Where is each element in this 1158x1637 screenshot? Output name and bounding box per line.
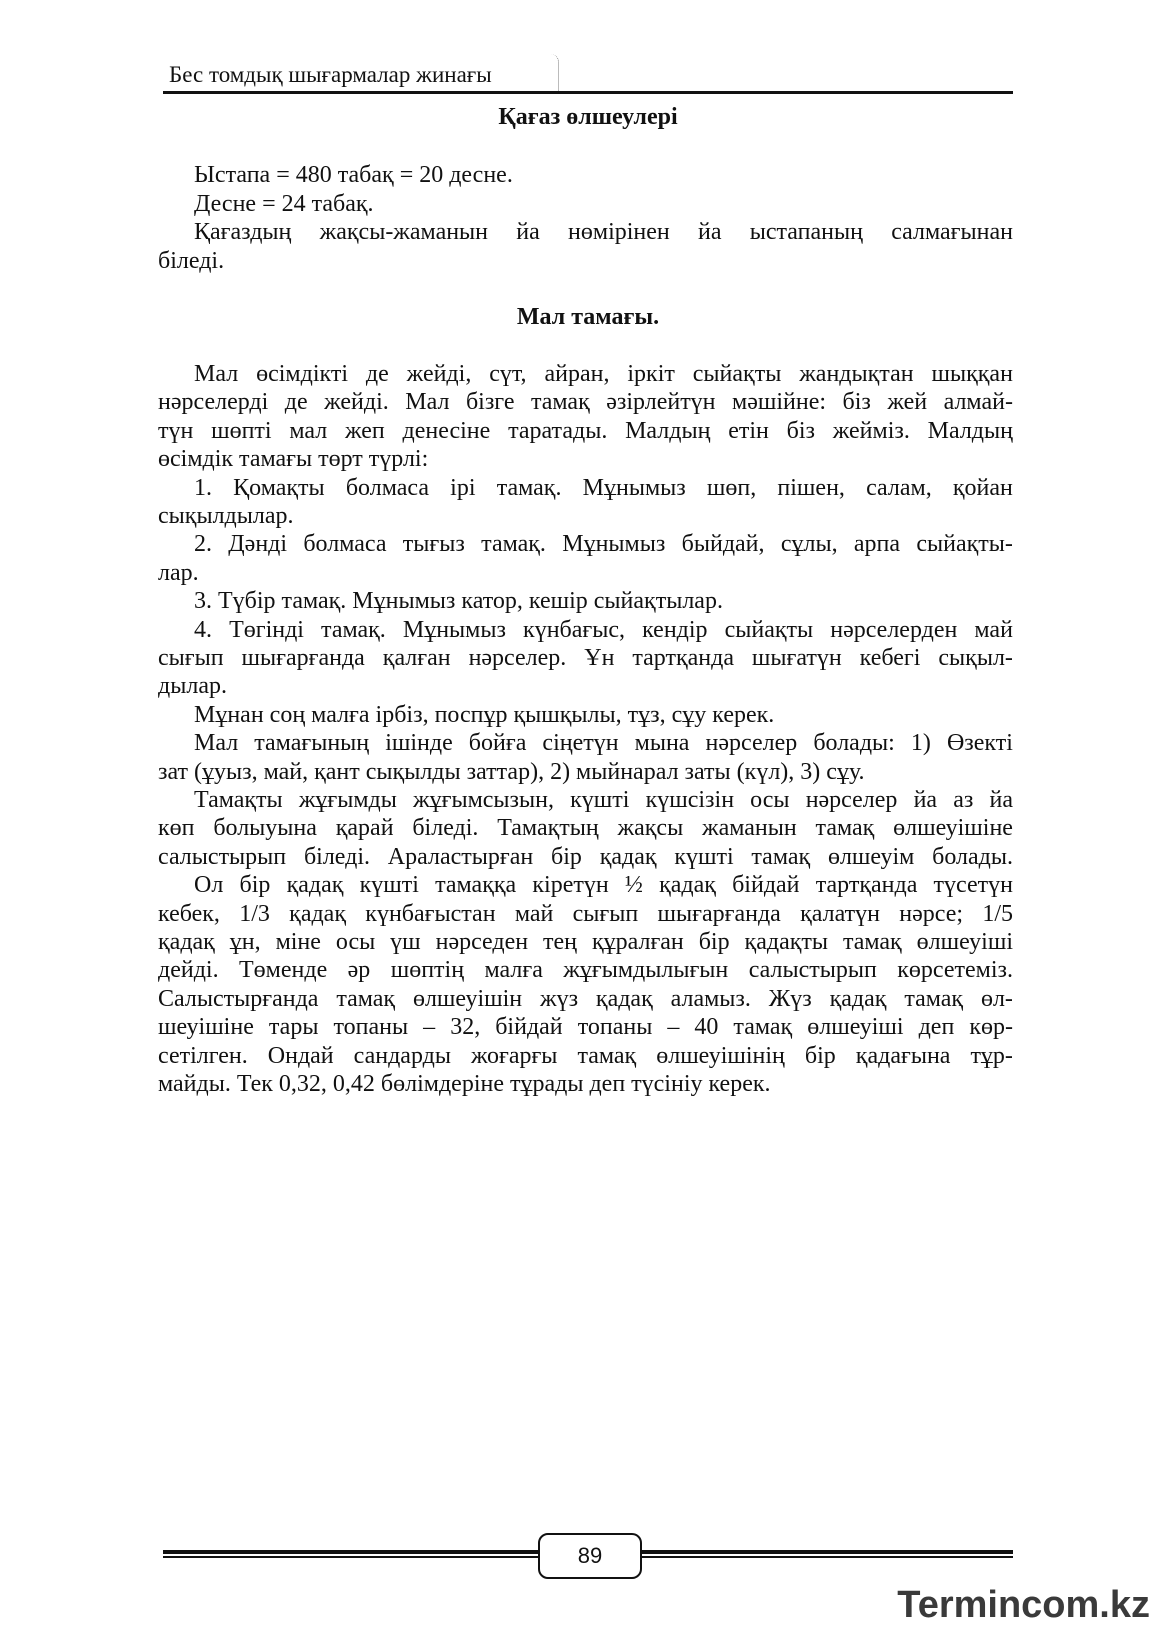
text-line: дылар.: [158, 673, 227, 699]
text-line-justified: сығып шығарғанда қалған нәрселер. Ұн тартқанда шығатүн кебегі сықыл-: [158, 645, 1013, 671]
running-header: [163, 54, 1013, 94]
text-line-justified: көп болыуына қарай біледі. Тамақтың жақсы жаманын тамақ өлшеуішіне: [158, 815, 1013, 841]
text-line-justified: салыстырып біледі. Араластырған бір қадақ күшті тамақ өлшеуім болады.: [158, 844, 1013, 870]
text-line-justified: сетілген. Ондай сандарды жоғарғы тамақ өлшеуішінің бір қадағына тұр-: [158, 1043, 1013, 1069]
text-line: зат (ұуыз, май, қант сықылды заттар), 2) мыйнарал заты (күл), 3) сұу.: [158, 759, 865, 785]
text-line: Десне = 24 табақ.: [194, 191, 374, 217]
watermark-logo: Termincom.kz: [897, 1584, 1150, 1626]
page-number: 89: [577, 1543, 603, 1568]
text-line: сықылдылар.: [158, 503, 294, 529]
section-title-livestock-feed: Мал тамағы.: [516, 304, 660, 330]
text-line: майды. Тек 0,32, 0,42 бөлімдеріне тұрады деп түсініу керек.: [158, 1071, 771, 1097]
text-line-justified: 2. Дәнді болмаса тығыз тамақ. Мұнымыз быйдай, сұлы, арпа сыйақты-: [194, 531, 1013, 557]
text-line-justified: 1. Қомақты болмаса ірі тамақ. Мұнымыз шөп, пішен, салам, қойан: [194, 475, 1013, 501]
text-line: лар.: [158, 560, 199, 586]
text-line-justified: Қағаздың жақсы-жаманын йа нөмірінен йа ыстапаның салмағынан: [194, 219, 1013, 245]
text-line-justified: Салыстырғанда тамақ өлшеуішін жүз қадақ аламыз. Жүз қадақ тамақ өл-: [158, 986, 1013, 1012]
text-line: Мұнан соң малға ірбіз, поспұр қышқылы, тұз, сұу керек.: [194, 702, 775, 728]
text-line-justified: кебек, 1/3 қадақ күнбағыстан май сығып шығарғанда қалатүн нәрсе; 1/5: [158, 901, 1013, 927]
header-rule: [163, 91, 1013, 94]
text-line-justified: Мал өсімдікті де жейді, сүт, айран, іркіт сыйақты жандықтан шыққан: [194, 361, 1013, 387]
text-line-justified: түн шөпті мал жеп денесіне таратады. Малдың етін біз жейміз. Малдың: [158, 418, 1013, 444]
text-line-justified: Тамақты жұғымды жұғымсызын, күшті күшсізін осы нәрселер йа аз йа: [194, 787, 1013, 813]
page-footer: [163, 1527, 1013, 1577]
text-line-justified: дейді. Төменде әр шөптің малға жұғымдылығын салыстырып көрсетеміз.: [158, 957, 1013, 983]
page-number-box: [538, 1533, 642, 1579]
text-line: Ыстапа = 480 табақ = 20 десне.: [194, 162, 513, 188]
header-tab: [163, 54, 559, 92]
text-line: өсімдік тамағы төрт түрлі:: [158, 446, 429, 472]
text-line-justified: нәрселерді де жейді. Мал бізге тамақ әзірлейтүн мәшійне: біз жей алмай-: [158, 389, 1013, 415]
text-line: біледі.: [158, 248, 225, 274]
text-line-justified: 4. Төгінді тамақ. Мұнымыз күнбағыс, кендір сыйақты нәрселерден май: [194, 617, 1013, 643]
section-title-paper-measures: Қағаз өлшеулері: [498, 104, 678, 130]
text-line-justified: қадақ ұн, міне осы үш нәрседен тең құралған бір қадақты тамақ өлшеуіші: [158, 929, 1013, 955]
text-line-justified: Мал тамағының ішінде бойға сіңетүн мына нәрселер болады: 1) Өзекті: [194, 730, 1013, 756]
text-line-justified: шеуішіне тары топаны – 32, бійдай топаны – 40 тамақ өлшеуіші деп көр-: [158, 1014, 1013, 1040]
text-line-justified: Ол бір қадақ күшті тамаққа кіретүн ½ қадақ бійдай тартқанда түсетүн: [194, 872, 1013, 898]
book-title: Бес томдық шығармалар жинағы: [169, 62, 492, 87]
text-line: 3. Түбір тамақ. Мұнымыз катор, кешір сыйақтылар.: [194, 588, 723, 614]
